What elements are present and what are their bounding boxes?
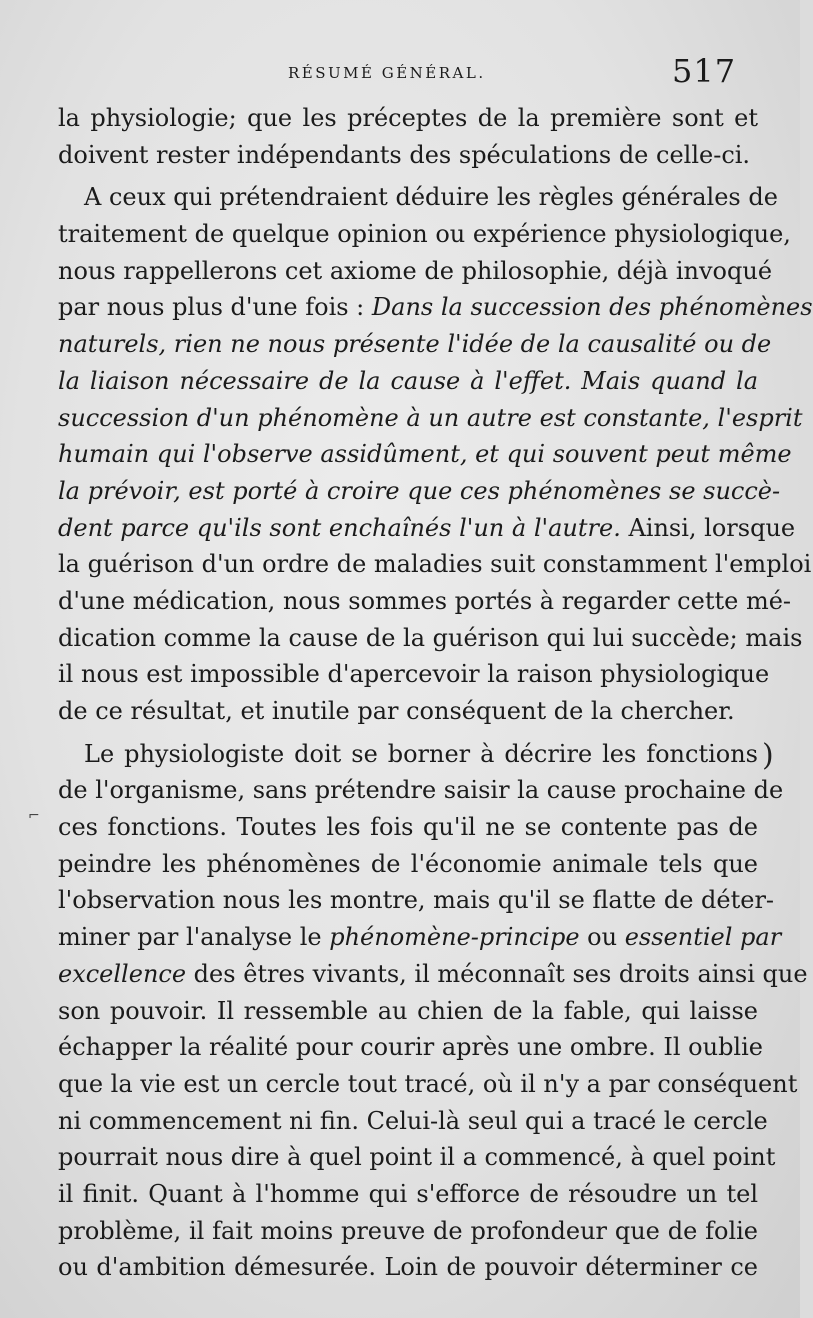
margin-bracket: ) [762,738,774,773]
text-line: son pouvoir. Il ressemble au chien de la fable, qui laisse [58,996,758,1025]
text-line: dication comme la cause de la guérison qui lui succède; mais [58,623,803,652]
text-line: ces fonctions. Toutes les fois qu'il ne se contente pas de [58,813,758,842]
text-line: de ce résultat, et inutile par conséquent de la chercher. [58,697,735,725]
text-line: échapper la réalité pour courir après une ombre. Il oublie [58,1033,763,1062]
text-line: humain qui l'observe assidûment, et qui souvent peut même [58,440,792,469]
text-line [58,919,782,956]
text-line: nous rappellerons cet axiome de philosophie, déjà invoqué [58,256,773,285]
italic-span: phénomène-principe [329,923,580,952]
text-line: ou d'ambition démesurée. Loin de pouvoir déterminer ce [58,1253,758,1282]
text-line: Le physiologiste doit se borner à décrire les fonctions [84,739,758,768]
text-span: ou [579,923,625,952]
text-line: succession d'un phénomène à un autre est constante, l'esprit [58,403,803,432]
italic-span: excellence [58,959,187,988]
text-span: Ainsi, lorsque [620,513,796,542]
text-line: d'une médication, nous sommes portés à regarder cette mé- [58,586,792,615]
text-line: doivent rester indépendants des spéculations de celle-ci. [58,140,751,169]
text-line: la liaison nécessaire de la cause à l'effet. Mais quand la [58,366,758,395]
text-line [58,289,813,326]
text-line: pourrait nous dire à quel point il a commencé, à quel point [58,1143,776,1172]
italic-span: essentiel par [624,923,782,952]
text-line: traitement de quelque opinion ou expérience physiologique, [58,220,791,249]
text-line: la prévoir, est porté à croire que ces phénomènes se succè- [58,476,781,505]
text-line [58,510,796,547]
text-line: il finit. Quant à l'homme qui s'efforce de résoudre un tel [58,1179,758,1208]
italic-span: dent parce qu'ils sont enchaînés l'un à l'autre. [58,513,621,542]
page-number: 517 [672,52,737,90]
text-line: peindre les phénomènes de l'économie animale tels que [58,849,758,878]
text-line [58,956,808,993]
text-span: des êtres vivants, il méconnaît ses droits ainsi que [186,959,808,988]
text-line: il nous est impossible d'apercevoir la raison physiologique [58,660,770,689]
text-line: de l'organisme, sans prétendre saisir la cause prochaine de [58,776,784,805]
text-span: par nous plus d'une fois : [58,293,372,322]
margin-mark: ⌐ [28,808,40,824]
text-line: la guérison d'un ordre de maladies suit constamment l'emploi [58,550,812,579]
text-line: que la vie est un cercle tout tracé, où il n'y a par conséquent [58,1069,798,1098]
text-span: miner par l'analyse le [58,923,330,952]
text-line: l'observation nous les montre, mais qu'il se flatte de déter- [58,886,775,915]
italic-span: Dans la succession des phénomènes [371,293,813,322]
text-line: la physiologie; que les préceptes de la première sont et [58,104,758,132]
text-line: A ceux qui prétendraient déduire les règles générales de [84,183,778,212]
running-head: RÉSUMÉ GÉNÉRAL. [288,64,486,82]
text-line: problème, il fait moins preuve de profondeur que de folie [58,1216,758,1245]
body-text [58,100,813,1286]
text-line: ni commencement ni fin. Celui-là seul qui a tracé le cercle [58,1106,768,1135]
text-line: naturels, rien ne nous présente l'idée de la causalité ou de [58,330,772,359]
page-header [0,52,800,100]
